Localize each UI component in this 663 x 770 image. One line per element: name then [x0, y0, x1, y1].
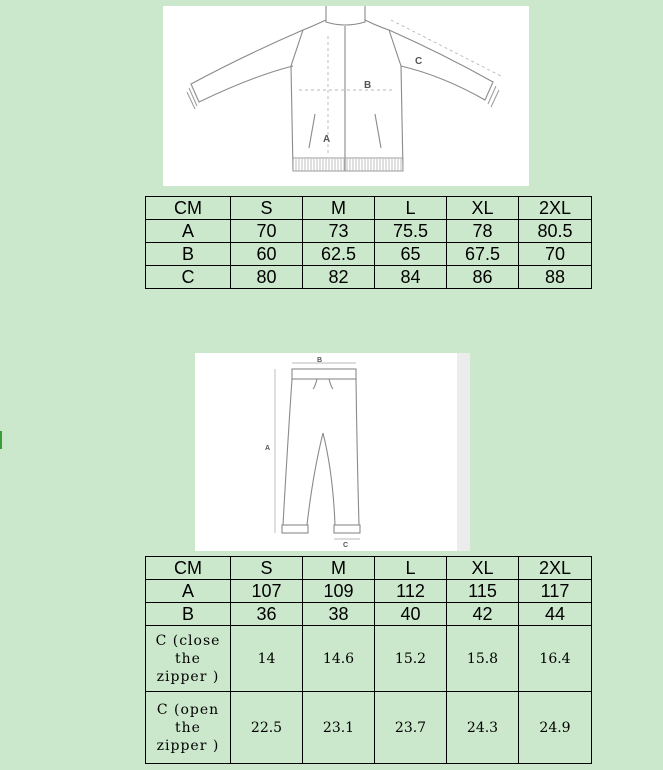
jacket-label-b: B: [364, 80, 372, 91]
jacket-label-c: C: [415, 56, 423, 67]
table-cell: 112: [375, 580, 447, 603]
header-cell: L: [375, 197, 447, 220]
table-cell: 84: [375, 266, 447, 289]
table-cell: 23.1: [303, 692, 375, 764]
pants-header-row: [146, 557, 592, 580]
table-row: [146, 603, 592, 626]
pants-drawing: [195, 353, 470, 551]
row-label: [146, 626, 231, 692]
row-label: A: [146, 580, 231, 603]
table-row: [146, 626, 592, 692]
table-cell: 88: [519, 266, 592, 289]
table-cell: 16.4: [519, 626, 592, 692]
header-cell: XL: [447, 197, 519, 220]
header-cell: L: [375, 557, 447, 580]
header-cell: 2XL: [519, 197, 592, 220]
table-cell: 36: [231, 603, 303, 626]
jacket-label-a: A: [323, 134, 331, 145]
table-cell: 78: [447, 220, 519, 243]
row-label: C: [146, 266, 231, 289]
row-label: [146, 692, 231, 764]
table-cell: 107: [231, 580, 303, 603]
row-label-line: zipper ): [156, 737, 220, 754]
table-cell: 62.5: [303, 243, 375, 266]
row-label-line: C (open: [156, 701, 220, 718]
table-cell: 42: [447, 603, 519, 626]
header-cell: XL: [447, 557, 519, 580]
pants-label-b: B: [317, 357, 323, 364]
table-cell: 67.5: [447, 243, 519, 266]
table-row: [146, 243, 592, 266]
table-cell: 14: [231, 626, 303, 692]
jacket-header-row: [146, 197, 592, 220]
table-cell: 82: [303, 266, 375, 289]
row-label-line: C (close: [155, 632, 221, 649]
row-label: B: [146, 243, 231, 266]
table-cell: 75.5: [375, 220, 447, 243]
header-cell: S: [231, 197, 303, 220]
header-cell: CM: [146, 197, 231, 220]
table-cell: 117: [519, 580, 592, 603]
header-cell: M: [303, 197, 375, 220]
table-cell: 86: [447, 266, 519, 289]
table-cell: 24.9: [519, 692, 592, 764]
table-cell: 70: [519, 243, 592, 266]
row-label: B: [146, 603, 231, 626]
table-row: [146, 220, 592, 243]
table-cell: 80.5: [519, 220, 592, 243]
table-cell: 44: [519, 603, 592, 626]
table-row: [146, 692, 592, 764]
table-cell: 38: [303, 603, 375, 626]
table-cell: 60: [231, 243, 303, 266]
table-cell: 15.2: [375, 626, 447, 692]
table-cell: 22.5: [231, 692, 303, 764]
table-row: [146, 266, 592, 289]
pants-label-c: C: [343, 542, 349, 549]
table-cell: 80: [231, 266, 303, 289]
jacket-drawing: [163, 6, 529, 186]
table-cell: 40: [375, 603, 447, 626]
row-label-line: zipper ): [156, 668, 220, 685]
jacket-diagram: [163, 6, 529, 186]
pants-diagram: [195, 353, 470, 551]
table-cell: 73: [303, 220, 375, 243]
table-cell: 24.3: [447, 692, 519, 764]
hem-ribbing: [296, 159, 401, 171]
table-cell: 15.8: [447, 626, 519, 692]
table-cell: 65: [375, 243, 447, 266]
pants-size-table: [145, 556, 592, 764]
left-edge-marker: [0, 431, 2, 449]
table-cell: 14.6: [303, 626, 375, 692]
header-cell: M: [303, 557, 375, 580]
pants-label-a: A: [265, 445, 271, 452]
table-cell: 115: [447, 580, 519, 603]
table-cell: 109: [303, 580, 375, 603]
header-cell: CM: [146, 557, 231, 580]
header-cell: S: [231, 557, 303, 580]
table-row: [146, 580, 592, 603]
table-cell: 70: [231, 220, 303, 243]
row-label: A: [146, 220, 231, 243]
header-cell: 2XL: [519, 557, 592, 580]
table-cell: 23.7: [375, 692, 447, 764]
row-label-line: the: [175, 650, 201, 667]
row-label-line: the: [175, 719, 201, 736]
jacket-size-table: [145, 196, 592, 289]
